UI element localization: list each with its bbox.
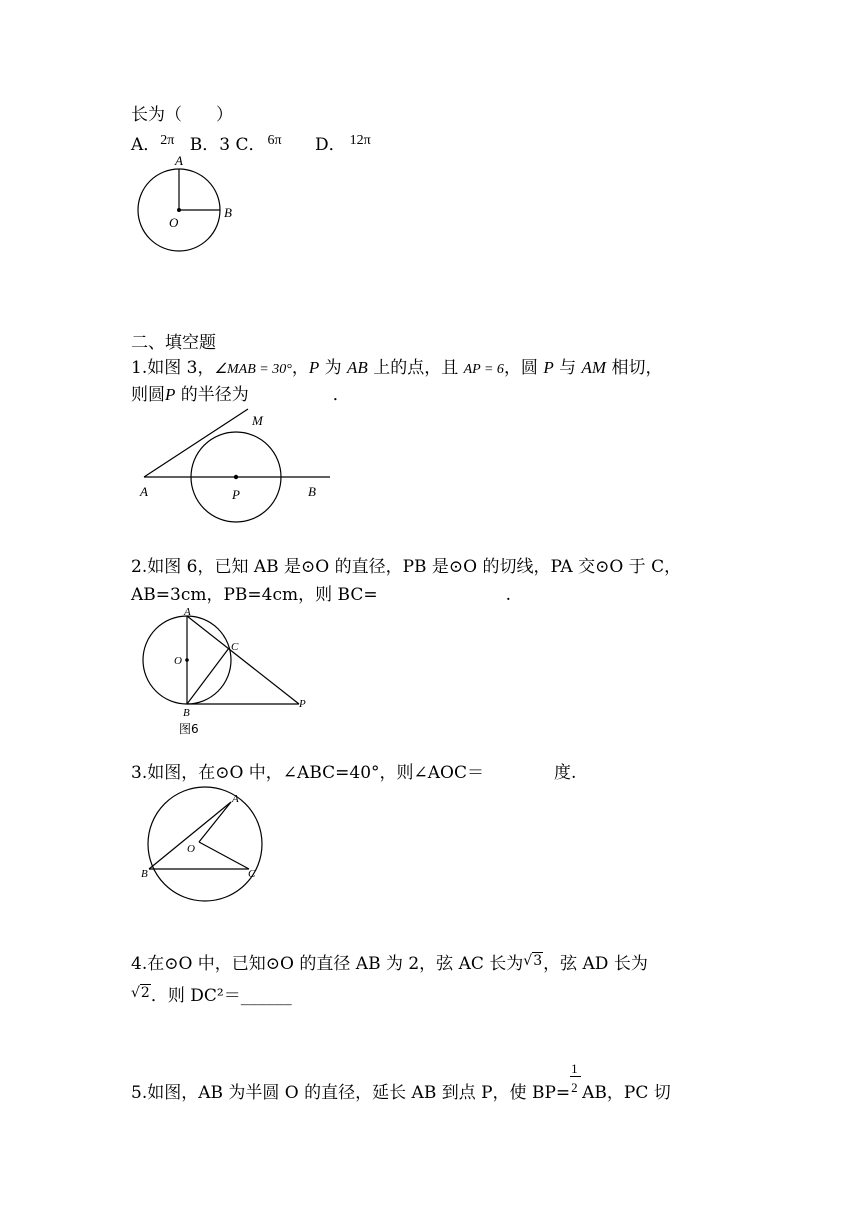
q5-text: AB，PC 切 xyxy=(582,1083,671,1103)
q1-text: 1.如图 3， xyxy=(131,358,215,378)
label-m: M xyxy=(252,413,263,428)
option-c-value: 6π xyxy=(267,133,282,148)
q2-text: . xyxy=(505,585,511,605)
sqrt-2-radicand: 2 xyxy=(140,985,150,1001)
tangent-am xyxy=(144,409,248,477)
q1-var-ab: AB xyxy=(347,358,368,377)
sqrt-3: √3 xyxy=(523,953,543,969)
center-p xyxy=(234,475,238,479)
fraction-half xyxy=(570,1061,582,1104)
label-b: B xyxy=(141,868,148,880)
q1-text: 与 xyxy=(553,358,582,378)
q2-line1: 2.如图 6，已知 AB 是⊙O 的直径，PB 是⊙O 的切线，PA 交⊙O 于 C， xyxy=(131,557,682,577)
label-b: B xyxy=(308,484,316,499)
option-b-label: B．3 C． xyxy=(189,135,266,155)
q1-text: 则圆 xyxy=(131,385,165,405)
radius-oa xyxy=(199,802,231,842)
chord-bc xyxy=(187,648,229,704)
option-a-value: 2π xyxy=(160,133,175,148)
section-title: 二、填空题 xyxy=(131,333,216,353)
label-p: P xyxy=(299,698,306,710)
q1-ap: AP = 6 xyxy=(463,362,504,377)
option-d-label: D． xyxy=(314,135,346,155)
q-prev-stem: 长为（ ） xyxy=(131,105,233,125)
q1-figure xyxy=(130,405,340,525)
q1-text: 上的点，且 xyxy=(367,358,464,378)
q1-text: 相切， xyxy=(606,358,663,378)
secant-pa xyxy=(187,616,299,704)
sqrt-3-radicand: 3 xyxy=(533,953,543,969)
label-a: A xyxy=(140,484,148,499)
q1-text: 为 xyxy=(319,358,348,378)
label-o: O xyxy=(169,215,179,230)
q1-line2 xyxy=(131,384,350,406)
q3-text: 度. xyxy=(553,763,577,783)
label-a: A xyxy=(232,793,239,805)
q2-text: AB=3cm，PB=4cm，则 BC= xyxy=(131,585,378,605)
circle-o xyxy=(148,787,262,901)
q1-text: ． xyxy=(332,385,350,405)
label-b: B xyxy=(183,707,190,719)
q1-text: 的半径为 xyxy=(175,385,249,405)
center-o xyxy=(185,658,189,662)
q3-text: 3.如图，在⊙O 中，∠ABC=40°，则∠AOC＝ xyxy=(131,763,484,783)
q1-angle: ∠MAB = 30° xyxy=(214,362,292,377)
chord-ba xyxy=(149,802,231,869)
label-c: C xyxy=(231,641,239,653)
q4-line1 xyxy=(131,953,648,976)
label-a: A xyxy=(175,153,183,168)
q3-figure xyxy=(135,788,270,893)
q2-figure xyxy=(135,606,320,741)
figure-caption: 图6 xyxy=(179,722,199,736)
q4-text: ．则 DC²＝______ xyxy=(150,986,292,1006)
q1-var-am: AM xyxy=(581,358,607,377)
q-prev-figure xyxy=(130,150,250,260)
label-b: B xyxy=(224,205,232,220)
sqrt-2: √2 xyxy=(131,985,150,1001)
q2-line2 xyxy=(131,584,511,606)
q1-text: ，圆 xyxy=(503,358,544,378)
q1-var-p: P xyxy=(543,358,554,377)
q5-line1 xyxy=(131,1061,671,1104)
fraction-denominator: 2 xyxy=(571,1080,578,1095)
label-a: A xyxy=(184,606,191,618)
q4-text: ，弦 AD 长为 xyxy=(543,954,648,974)
center-point xyxy=(177,208,181,212)
q1-var-p: P xyxy=(308,358,320,377)
q1-line1 xyxy=(131,357,663,381)
q4-text: 4.在⊙O 中，已知⊙O 的直径 AB 为 2，弦 AC 长为 xyxy=(131,954,524,974)
label-o: O xyxy=(174,655,182,667)
q1-var-p: P xyxy=(165,385,176,404)
label-p: P xyxy=(232,487,240,502)
q4-line2 xyxy=(131,985,292,1008)
label-c: C xyxy=(248,868,256,880)
fraction-numerator: 1 xyxy=(571,1061,578,1076)
q1-text: ， xyxy=(291,358,309,378)
option-a-label: A． xyxy=(131,135,161,155)
q5-text: 5.如图，AB 为半圆 O 的直径，延长 AB 到点 P，使 BP= xyxy=(131,1083,571,1103)
label-o: O xyxy=(187,843,195,855)
radius-oc xyxy=(199,842,249,869)
option-d-value: 12π xyxy=(349,133,371,148)
q3-line xyxy=(131,762,576,784)
